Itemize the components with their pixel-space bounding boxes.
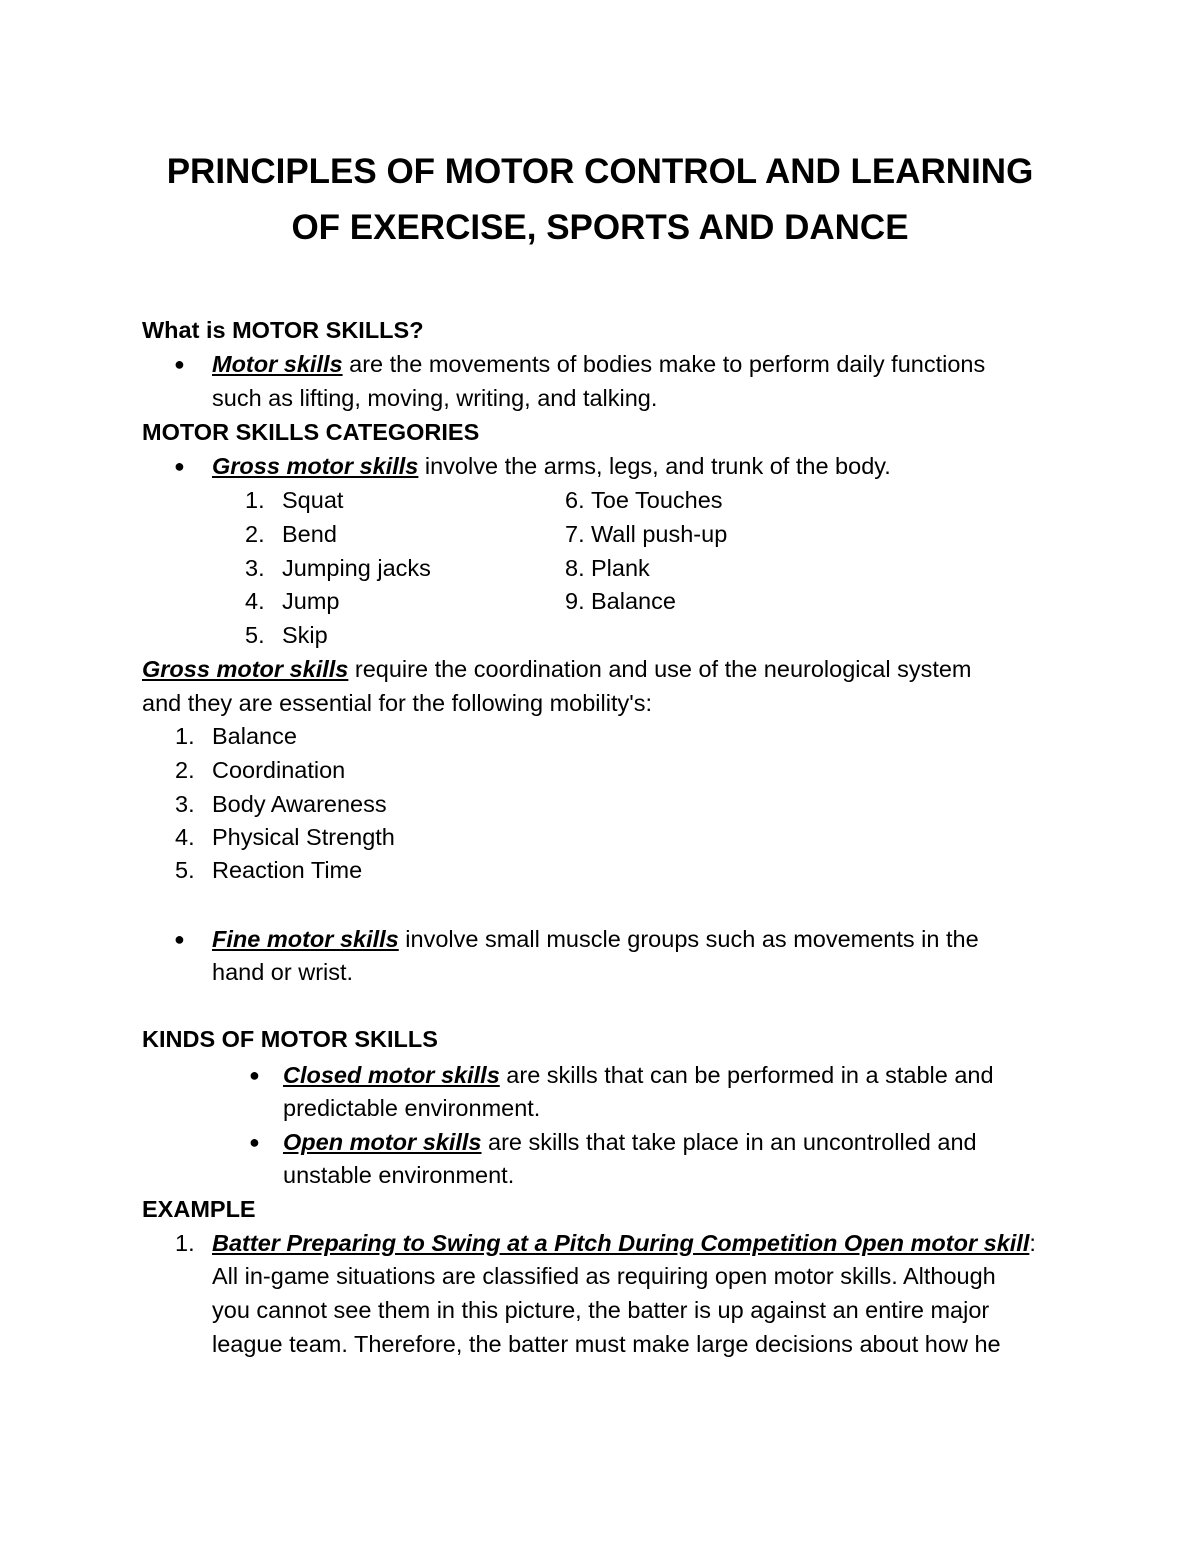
bullet-icon: ● [249,1065,260,1085]
exercise-number: 8. [565,555,585,581]
mobility-item: Physical Strength [212,824,395,850]
mobility-item: Reaction Time [212,857,363,883]
mobility-number: 3. [175,791,195,817]
exercise-number: 1. [245,487,265,513]
bullet-icon: ● [174,354,185,374]
exercise-number: 3. [245,555,265,581]
exercise-item: Plank [591,555,650,581]
exercise-number: 6. [565,487,585,513]
section-heading-categories: MOTOR SKILLS CATEGORIES [142,419,480,445]
mobility-number: 4. [175,824,195,850]
bullet-icon: ● [249,1132,260,1152]
exercise-item: Balance [591,588,676,614]
exercise-item: Jumping jacks [282,555,431,581]
page-title-line-1: PRINCIPLES OF MOTOR CONTROL AND LEARNING [166,152,1034,191]
gross-require-line-2: and they are essential for the following mobility's: [142,690,653,716]
bullet-icon: ● [174,929,185,949]
example-item-line-3: you cannot see them in this picture, the batter is up against an entire major [212,1297,990,1323]
open-text: are skills that take place in an uncontrolled and [481,1129,977,1155]
exercise-item: Toe Touches [591,487,723,513]
exercise-number: 5. [245,622,265,648]
exercise-number: 9. [565,588,585,614]
exercise-item: Squat [282,487,344,513]
mobility-number: 1. [175,723,195,749]
term-open-motor-skills: Open motor skills [283,1129,482,1155]
mobility-item: Body Awareness [212,791,387,817]
mobility-item: Coordination [212,757,346,783]
fine-motor-skills-line-1 [212,924,979,954]
mobility-item: Balance [212,723,297,749]
section-heading-example: EXAMPLE [142,1196,256,1222]
bullet-icon: ● [174,456,185,476]
exercise-item: Jump [282,588,340,614]
definition-text: are the movements of bodies make to perform daily functions [342,351,986,377]
exercise-item: Bend [282,521,337,547]
term-motor-skills: Motor skills [212,351,343,377]
term-gross-motor-skills: Gross motor skills [212,453,419,479]
mobility-number: 2. [175,757,195,783]
motor-skills-definition-line-1 [212,349,985,379]
exercise-item: Skip [282,622,328,648]
gross-text: involve the arms, legs, and trunk of the body. [418,453,891,479]
require-text: require the coordination and use of the neurological system [348,656,972,682]
motor-skills-definition-line-2: such as lifting, moving, writing, and talking. [212,385,658,411]
exercise-item: Wall push-up [591,521,728,547]
fine-text: involve small muscle groups such as movements in the [398,926,979,952]
mobility-number: 5. [175,857,195,883]
exercise-number: 2. [245,521,265,547]
closed-motor-skills-line-2: predictable environment. [283,1095,541,1121]
fine-motor-skills-line-2: hand or wrist. [212,959,354,985]
example-item-line-4: league team. Therefore, the batter must make large decisions about how he [212,1331,1001,1357]
page-title-line-2: OF EXERCISE, SPORTS AND DANCE [291,208,909,247]
section-heading-kinds: KINDS OF MOTOR SKILLS [142,1026,438,1052]
term-closed-motor-skills: Closed motor skills [283,1062,500,1088]
closed-text: are skills that can be performed in a stable and [499,1062,994,1088]
example-colon: : [1029,1230,1036,1256]
gross-require-line-1 [142,654,972,684]
gross-motor-skills-line [212,451,891,481]
term-gross-motor-skills: Gross motor skills [142,656,349,682]
exercise-number: 7. [565,521,585,547]
open-motor-skills-line-2: unstable environment. [283,1162,515,1188]
example-item-line-1 [212,1228,1036,1258]
section-heading-what-is: What is MOTOR SKILLS? [142,317,424,343]
term-example-title: Batter Preparing to Swing at a Pitch During Competition Open motor skill [212,1230,1030,1256]
open-motor-skills-line-1 [283,1127,977,1157]
example-number: 1. [175,1230,195,1256]
exercise-number: 4. [245,588,265,614]
term-fine-motor-skills: Fine motor skills [212,926,399,952]
closed-motor-skills-line-1 [283,1060,994,1090]
example-item-line-2: All in-game situations are classified as requiring open motor skills. Although [212,1263,996,1289]
